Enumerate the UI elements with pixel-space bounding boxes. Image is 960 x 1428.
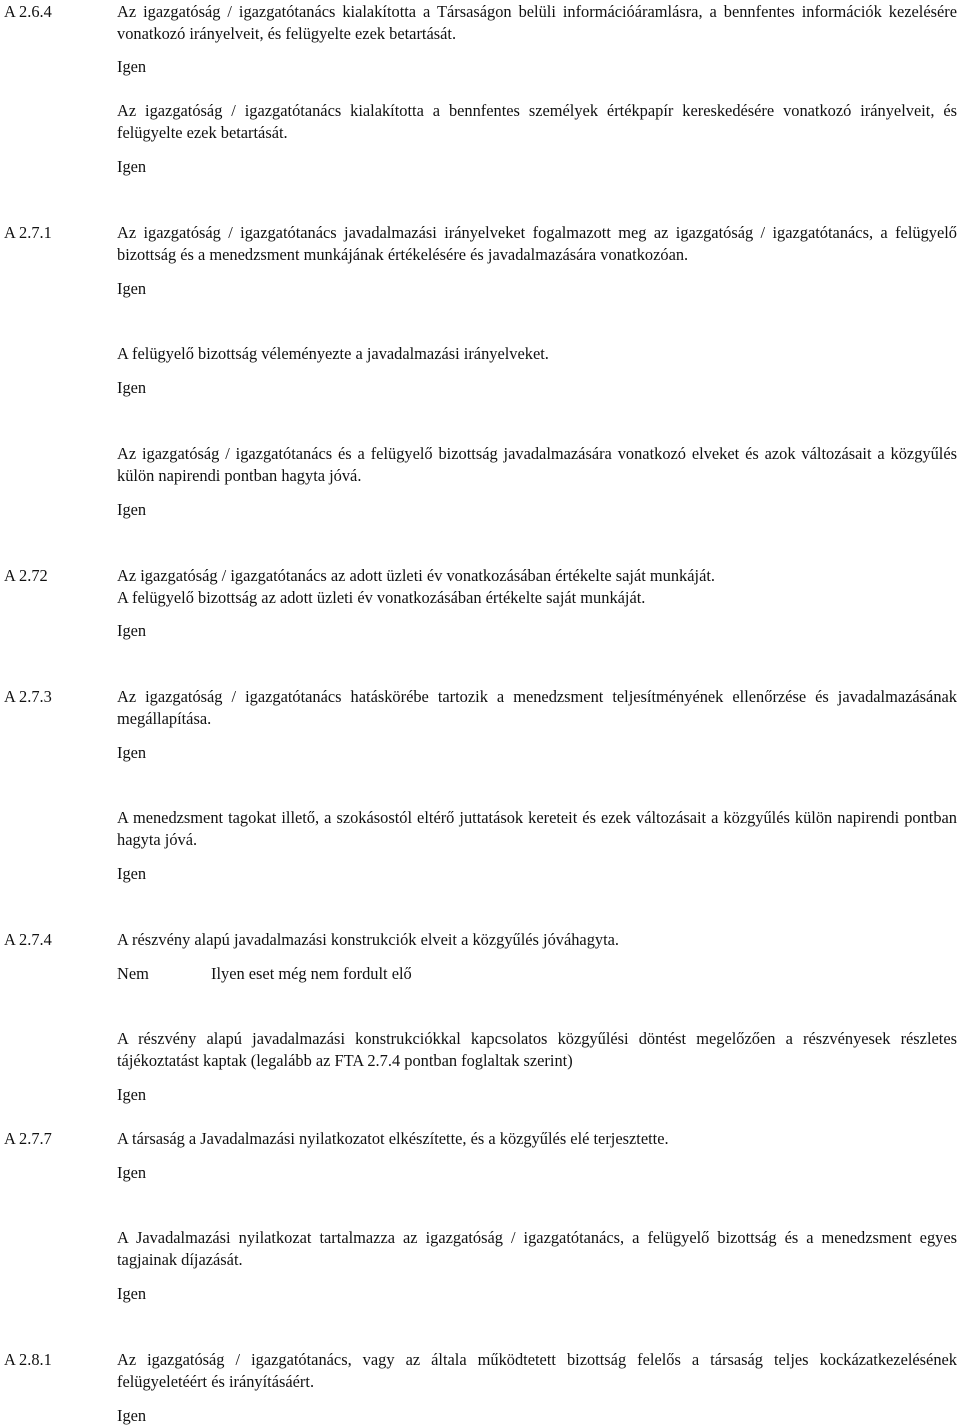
section-code: A 2.7.3 [4, 687, 52, 706]
answer-text: Igen [117, 621, 147, 640]
requirement-text: Az igazgatóság / igazgatótanács az adott üzleti év vonatkozásában értékelte saját munkáját. [117, 566, 715, 585]
requirement-text: A részvény alapú javadalmazási konstrukciókkal kapcsolatos közgyűlési döntést megelőzően a részvényesek részletes tájékoztatást kaptak (legalább az FTA 2.7.4 pontban foglaltak szerint) [117, 1029, 957, 1070]
requirement-text: A társaság a Javadalmazási nyilatkozatot elkészítette, és a közgyűlés elé terjesztette. [117, 1129, 669, 1148]
answer-text: Igen [117, 864, 147, 883]
requirement-text: Az igazgatóság / igazgatótanács kialakította a bennfentes személyek értékpapír kereskedésére vonatkozó irányelveit, és felügyelte ezek betartását. [117, 101, 957, 142]
section-code: A 2.7.7 [4, 1129, 52, 1148]
answer-text: Igen [117, 1284, 147, 1303]
answer-text: Igen [117, 57, 147, 76]
requirement-text: Az igazgatóság / igazgatótanács javadalmazási irányelveket fogalmazott meg az igazgatóság / igazgatótanács, a felügyelő bizottság és a menedzsment munkájának értékelésére és javadalmazására vonatkozóan. [117, 223, 957, 264]
requirement-text: A felügyelő bizottság véleményezte a javadalmazási irányelveket. [117, 344, 549, 363]
section-code: A 2.72 [4, 566, 48, 585]
answer-text: Igen [117, 279, 147, 298]
requirement-text: A Javadalmazási nyilatkozat tartalmazza az igazgatóság / igazgatótanács, a felügyelő bizottság és a menedzsment egyes tagjainak díjazását. [117, 1228, 957, 1269]
requirement-text: A részvény alapú javadalmazási konstrukciók elveit a közgyűlés jóváhagyta. [117, 930, 620, 949]
section-code: A 2.6.4 [4, 2, 52, 21]
section-code: A 2.7.1 [4, 223, 52, 242]
answer-note: Ilyen eset még nem fordult elő [211, 964, 412, 983]
requirement-text: Az igazgatóság / igazgatótanács kialakította a Társaságon belüli információáramlásra, a bennfentes információk kezelésére vonatkozó irányelveit, és felügyelte ezek betartását. [117, 2, 957, 43]
requirement-text: A felügyelő bizottság az adott üzleti év vonatkozásában értékelte saját munkáját. [117, 588, 646, 607]
answer-text: Igen [117, 378, 147, 397]
requirement-text: Az igazgatóság / igazgatótanács, vagy az általa működtetett bizottság felelős a társaság teljes kockázatkezelésének felügyeletéért és irányításáért. [117, 1350, 957, 1391]
answer-text: Igen [117, 500, 147, 519]
requirement-text: A menedzsment tagokat illető, a szokásostól eltérő juttatások kereteit és ezek változásait a közgyűlés külön napirendi pontban hagyta jóvá. [117, 808, 957, 849]
answer-text: Igen [117, 1406, 147, 1425]
answer-text: Igen [117, 1085, 147, 1104]
section-code: A 2.7.4 [4, 930, 52, 949]
answer-text: Nem [117, 964, 149, 983]
section-code: A 2.8.1 [4, 1350, 52, 1369]
answer-text: Igen [117, 743, 147, 762]
requirement-text: Az igazgatóság / igazgatótanács hatáskörébe tartozik a menedzsment teljesítményének ellenőrzése és javadalmazásának megállapítása. [117, 687, 957, 728]
answer-text: Igen [117, 1163, 147, 1182]
requirement-text: Az igazgatóság / igazgatótanács és a felügyelő bizottság javadalmazására vonatkozó elveket és azok változásait a közgyűlés külön napirendi pontban hagyta jóvá. [117, 444, 957, 485]
answer-text: Igen [117, 157, 147, 176]
